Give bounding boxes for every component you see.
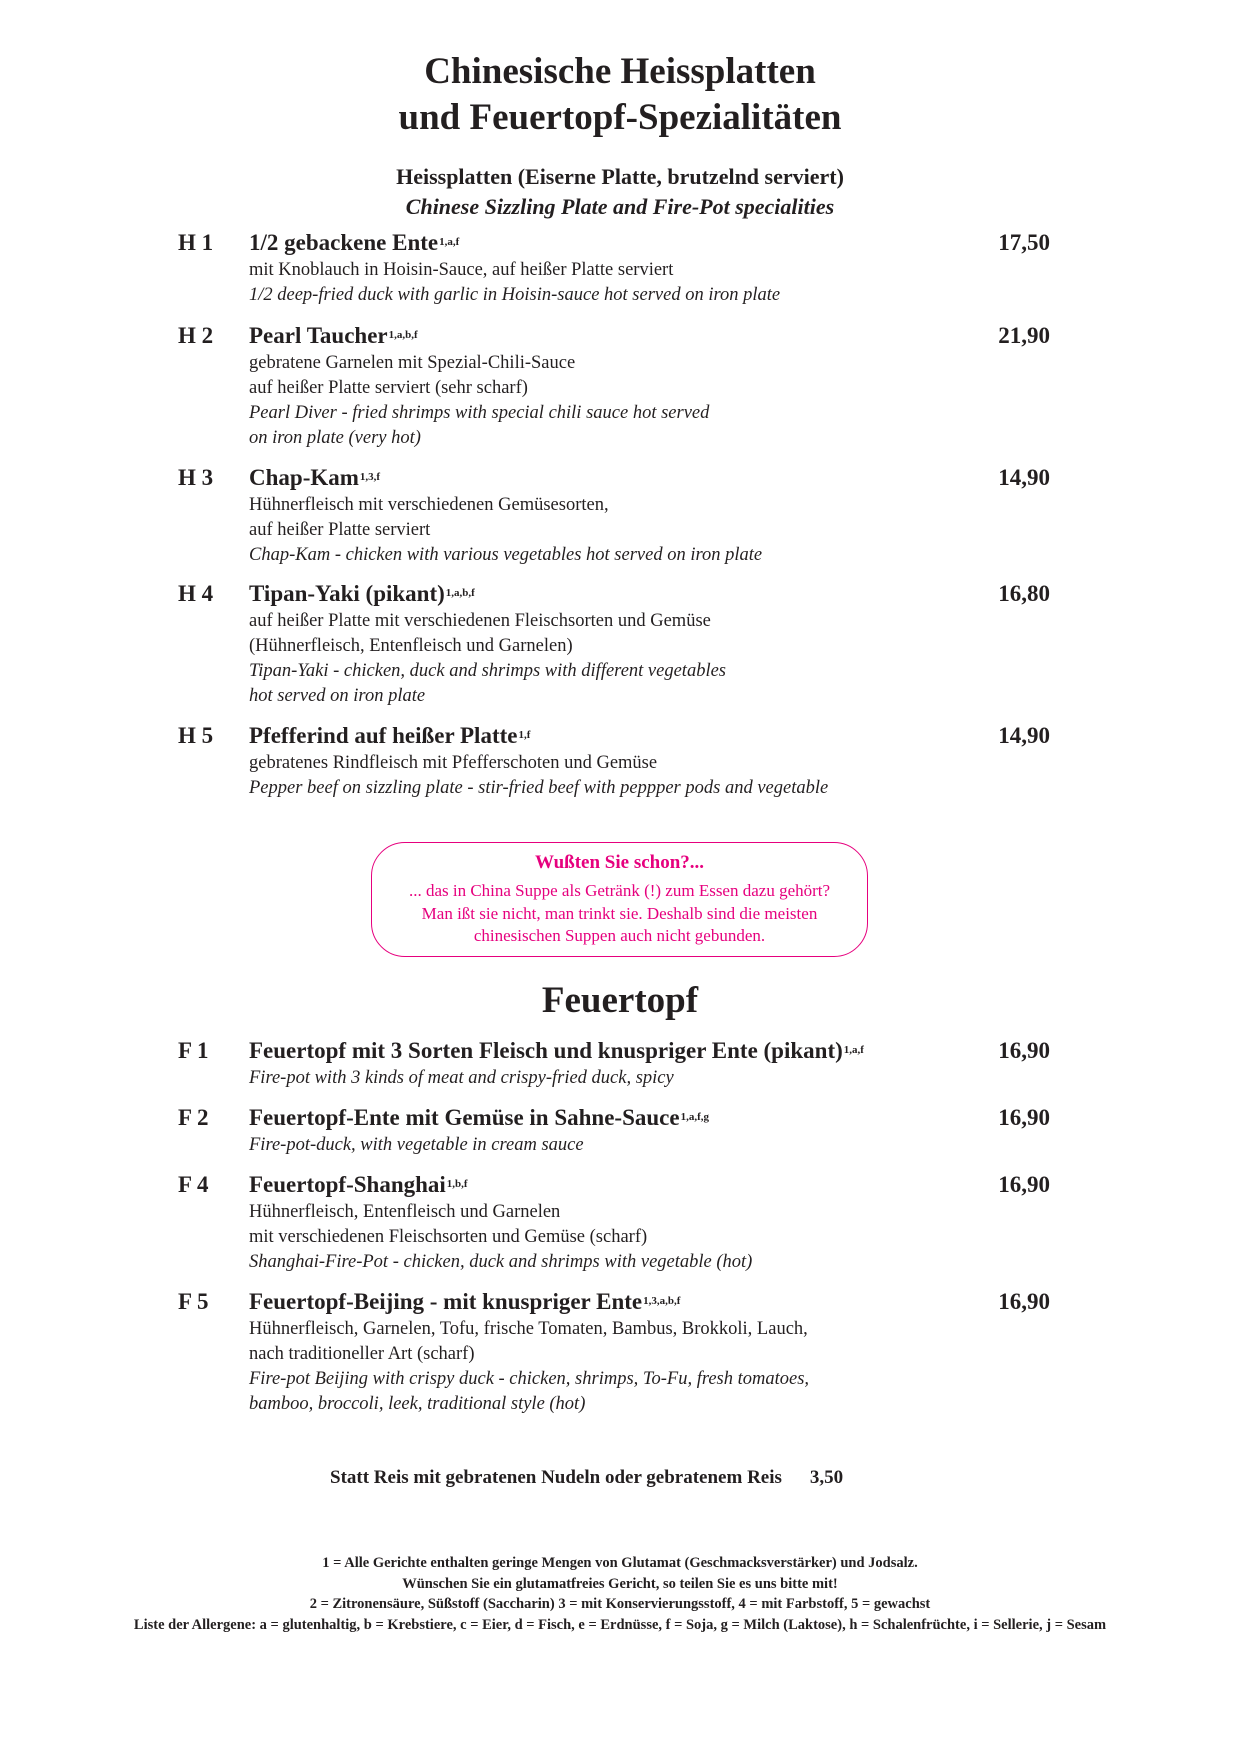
menu-item-description	[249, 351, 709, 451]
description-line-de: gebratene Garnelen mit Spezial-Chili-Sauce	[249, 353, 576, 373]
description-line-en: 1/2 deep-fried duck with garlic in Hoisin-sauce hot served on iron plate	[249, 285, 781, 305]
menu-item-name: 1/2 gebackene Ente	[249, 230, 439, 255]
menu-item-name: Tipan-Yaki (pikant)	[249, 581, 445, 606]
menu-item-code: F 1	[178, 1038, 209, 1063]
section-subtitle-en: Chinese Sizzling Plate and Fire-Pot specialities	[405, 194, 835, 219]
footer-line: 1 = Alle Gerichte enthalten geringe Mengen von Glutamat (Geschmacksverstärker) und Jodsalz.	[322, 1555, 918, 1571]
info-box-body	[372, 880, 867, 948]
info-box-line: Man ißt sie nicht, man trinkt sie. Deshalb sind die meisten	[421, 903, 818, 923]
description-line-de: auf heißer Platte serviert (sehr scharf)	[249, 378, 528, 398]
info-box-line: chinesischen Suppen auch nicht gebunden.	[473, 926, 766, 945]
description-line-de: (Hühnerfleisch, Entenfleisch und Garnelen)	[249, 636, 573, 656]
allergen-footer	[0, 1553, 1240, 1635]
footer-line: Liste der Allergene: a = glutenhaltig, b = Krebstiere, c = Eier, d = Fisch, e = Erdnüsse, f = Soja, g = Milch (Laktose), h = Schalenfrüchte, i = Sellerie, j = Sesam	[133, 1616, 1107, 1633]
menu-item-description	[249, 609, 726, 709]
menu-item-description	[249, 1317, 809, 1417]
page-title-line-2: und Feuertopf-Spezialitäten	[398, 97, 842, 138]
menu-item-code: F 4	[178, 1172, 209, 1197]
menu-item-name: Pfefferind auf heißer Platte	[249, 723, 518, 748]
info-box-title: Wußten Sie schon?...	[534, 852, 705, 873]
description-line-de: Hühnerfleisch, Entenfleisch und Garnelen	[249, 1202, 561, 1222]
menu-item-name-wrap	[249, 321, 418, 351]
menu-item-price: 14,90	[998, 723, 1050, 748]
menu-item-name: Chap-Kam	[249, 465, 359, 490]
menu-item-name: Feuertopf mit 3 Sorten Fleisch und knuspriger Ente (pikant)	[249, 1038, 843, 1063]
menu-item-name-wrap	[249, 1103, 709, 1133]
menu-item-price: 16,80	[998, 581, 1050, 606]
side-dish-note	[330, 1465, 843, 1491]
allergen-codes: 1,a,b,f	[445, 587, 475, 599]
menu-item-code: H 3	[178, 465, 214, 490]
menu-item-name-wrap	[249, 1287, 680, 1317]
menu-item-price: 17,50	[998, 230, 1050, 255]
description-line-en: Fire-pot with 3 kinds of meat and crispy-fried duck, spicy	[249, 1068, 674, 1088]
description-line-en: bamboo, broccoli, leek, traditional style (hot)	[249, 1394, 586, 1414]
allergen-codes: 1,3,f	[359, 471, 381, 483]
menu-item-price: 16,90	[998, 1105, 1050, 1130]
menu-item-code: F 5	[178, 1289, 209, 1314]
description-line-de: gebratenes Rindfleisch mit Pfefferschoten und Gemüse	[249, 753, 658, 773]
feuertopf-section-title: Feuertopf	[541, 980, 699, 1021]
menu-item-name-wrap	[249, 579, 475, 609]
side-dish-price: 3,50	[809, 1467, 844, 1488]
page-title-line-1: Chinesische Heissplatten	[424, 51, 816, 92]
menu-item-description	[249, 258, 780, 308]
footer-line: Wünschen Sie ein glutamatfreies Gericht, so teilen Sie es uns bitte mit!	[402, 1575, 838, 1592]
menu-item-description	[249, 1200, 752, 1275]
allergen-codes: 1,a,f	[843, 1044, 864, 1056]
menu-item-code: H 5	[178, 723, 214, 748]
menu-item-description	[249, 493, 762, 568]
menu-item-name-wrap	[249, 1036, 864, 1066]
allergen-codes: 1,b,f	[446, 1178, 468, 1190]
menu-item-price: 21,90	[998, 323, 1050, 348]
allergen-codes: 1,a,f	[439, 236, 460, 248]
menu-item-price: 14,90	[998, 465, 1050, 490]
footer-line: 2 = Zitronensäure, Süßstoff (Saccharin) 3 = mit Konservierungsstoff, 4 = mit Farbstoff, 5 = gewachst	[309, 1596, 931, 1612]
menu-item-price: 16,90	[998, 1038, 1050, 1063]
allergen-codes: 1,f	[518, 729, 531, 741]
menu-item-description	[249, 1066, 674, 1091]
menu-item-name: Feuertopf-Beijing - mit knuspriger Ente	[249, 1289, 643, 1314]
menu-item-name-wrap	[249, 721, 530, 751]
description-line-en: Pearl Diver - fried shrimps with special chili sauce hot served	[249, 403, 710, 423]
info-box	[371, 842, 868, 957]
description-line-en: Fire-pot-duck, with vegetable in cream sauce	[249, 1135, 584, 1155]
description-line-en: Chap-Kam - chicken with various vegetables hot served on iron plate	[249, 545, 763, 565]
menu-item-name: Feuertopf-Ente mit Gemüse in Sahne-Sauce	[249, 1105, 680, 1130]
description-line-de: Hühnerfleisch mit verschiedenen Gemüsesorten,	[249, 495, 609, 515]
description-line-de: Hühnerfleisch, Garnelen, Tofu, frische Tomaten, Bambus, Brokkoli, Lauch,	[249, 1319, 808, 1339]
info-box-line: ... das in China Suppe als Getränk (!) zum Essen dazu gehört?	[408, 881, 831, 900]
description-line-en: Pepper beef on sizzling plate - stir-fried beef with peppper pods and vegetable	[249, 778, 829, 798]
description-line-en: Tipan-Yaki - chicken, duck and shrimps with different vegetables	[249, 661, 726, 681]
description-line-en: Shanghai-Fire-Pot - chicken, duck and shrimps with vegetable (hot)	[249, 1252, 753, 1272]
menu-item-name-wrap	[249, 463, 380, 493]
allergen-codes: 1,a,b,f	[388, 329, 418, 341]
description-line-de: auf heißer Platte serviert	[249, 520, 431, 540]
menu-item-name-wrap	[249, 1170, 468, 1200]
menu-item-price: 16,90	[998, 1289, 1050, 1314]
menu-item-description	[249, 1133, 584, 1158]
menu-item-price: 16,90	[998, 1172, 1050, 1197]
menu-item-name-wrap	[249, 228, 459, 258]
menu-item-code: H 2	[178, 323, 214, 348]
allergen-codes: 1,3,a,b,f	[643, 1295, 681, 1307]
section-subtitle-de: Heissplatten (Eiserne Platte, brutzelnd serviert)	[396, 164, 844, 189]
menu-item-description	[249, 751, 828, 801]
description-line-de: mit Knoblauch in Hoisin-Sauce, auf heißer Platte serviert	[249, 260, 674, 280]
side-dish-text: Statt Reis mit gebratenen Nudeln oder gebratenem Reis	[330, 1467, 782, 1488]
menu-item-code: H 1	[178, 230, 214, 255]
menu-item-code: F 2	[178, 1105, 209, 1130]
description-line-de: auf heißer Platte mit verschiedenen Fleischsorten und Gemüse	[249, 611, 711, 631]
description-line-de: mit verschiedenen Fleischsorten und Gemüse (scharf)	[249, 1227, 648, 1247]
description-line-en: hot served on iron plate	[249, 686, 426, 706]
description-line-en: Fire-pot Beijing with crispy duck - chicken, shrimps, To-Fu, fresh tomatoes,	[249, 1369, 810, 1389]
menu-item-name: Pearl Taucher	[249, 323, 388, 348]
menu-item-code: H 4	[178, 581, 214, 606]
allergen-codes: 1,a,f,g	[680, 1111, 709, 1123]
description-line-en: on iron plate (very hot)	[249, 428, 421, 448]
menu-item-name: Feuertopf-Shanghai	[249, 1172, 446, 1197]
description-line-de: nach traditioneller Art (scharf)	[249, 1344, 475, 1364]
